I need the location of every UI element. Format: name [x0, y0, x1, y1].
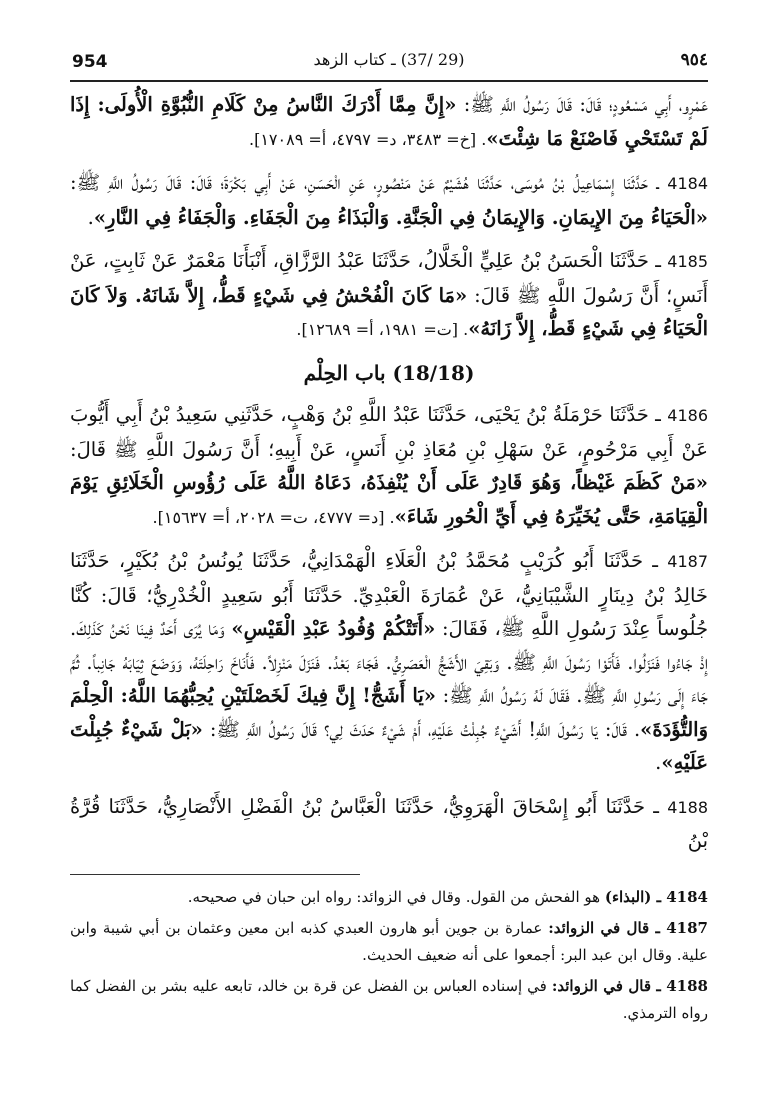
hadith-matn: «مَا كَانَ الْفُحْشُ فِي شَيْءٍ قَطُّ، إِلاَّ شَانَهُ. وَلاَ كَانَ الْحَيَاءُ فِي شَيْءٍ قَطُّ، إِلاَّ زَانَهُ» — [70, 283, 708, 340]
footnote-label: 4187 ـ قال في الزوائد: — [548, 919, 708, 937]
footnote-divider — [70, 874, 360, 875]
hadith-paragraph — [70, 398, 708, 534]
hadith-reference: . [خ= ٣٤٨٣، د= ٤٧٩٧، أ= ١٧٠٨٩]. — [249, 129, 487, 149]
hadith-number: 4184 — [667, 174, 709, 193]
hadith-isnad: ـ حَدَّثَنَا الْحَسَنُ بْنُ عَلِيٍّ الْخَلَّالُ، حَدَّثَنَا عَبْدُ الرَّزَّاقِ، أَنْبَأَنَا مَعْمَرٌ عَنْ ثَابِتٍ، عَنْ أَنَسٍ؛ أَنَّ رَسُولَ اللَّهِ ﷺ قَالَ: — [70, 249, 708, 307]
page-number-arabic: ٩٥٤ — [680, 50, 708, 70]
hadith-number: 4186 — [667, 406, 708, 425]
hadith-reference: . — [655, 751, 662, 774]
hadith-paragraph — [70, 88, 708, 156]
hadith-matn: «أَتَتْكُمْ وُفُودُ عَبْدِ الْقَيْسِ» — [231, 617, 436, 640]
footnote-label: 4184 ـ (البذاء) — [604, 888, 708, 906]
hadith-matn: «الْحَيَاءُ مِنَ الإِيمَانِ. وَالإِيمَانُ فِي الْجَنَّةِ. وَالْبَذَاءُ مِنَ الْجَفَاءِ. وَالْجَفَاءُ فِي النَّارِ» — [93, 205, 708, 229]
footnote-text: عمارة بن جوين أبو هارون العبدي كذبه ابن معين وعثمان بن أبي شيبة وابن علية. وقال ابن عبد البر: أجمعوا على أنه ضعيف الحديث. — [70, 919, 708, 964]
page-number-latin: 954 — [72, 52, 108, 72]
hadith-text: وَمَا يُرَى أَحَدٌ فِينَا نَحْنُ كَذَلِكَ. إِذْ جَاءُوا فَنَزَلُوا. فَأَتَوْا رَسُولَ اللَّهِ ﷺ. وَبَقِيَ الأَشَجُّ الْعَصَرِيُّ. فَجَاءَ بَعْدُ. فَنَزَلَ مَنْزِلاً. فَأَنَاخَ رَاحِلَتَهُ، وَوَضَعَ ثِيَابَهُ جَانِباً. ثُمَّ جَاءَ إِلَى رَسُولِ اللَّهِ ﷺ. فَقَالَ لَهُ رَسُولُ اللَّهِ ﷺ: — [70, 617, 708, 707]
hadith-isnad: ـ حَدَّثَنَا أَبُو إِسْحَاقَ الْهَرَوِيُّ، حَدَّثَنَا الْعَبَّاسُ بْنُ الْفَضْلِ الأَنْصَارِيُّ، حَدَّثَنَا قُرَّةُ بْنُ — [70, 794, 708, 852]
chapter-title: (18/18) باب الحِلْم — [303, 360, 475, 385]
hadith-reference: . [د= ٤٧٧٧، ت= ٢٠٢٨، أ= ١٥٦٣٧]. — [152, 507, 395, 527]
hadith-matn: «بَلْ شَيْءٌ جُبِلْتَ عَلَيْهِ» — [70, 717, 708, 774]
hadith-paragraph — [70, 244, 708, 347]
running-title: (29 /37) ـ كتاب الزهد — [313, 50, 465, 69]
hadith-isnad: ـ حَدَّثَنَا إِسْمَاعِيلُ بْنُ مُوسَى، حَدَّثَنَا هُشَيْمٌ عَنْ مَنْصُورٍ، عَنِ الْحَسَنِ، عَنْ أَبِي بَكْرَةَ؛ قَالَ: قَالَ رَسُولُ اللَّهِ ﷺ: — [70, 171, 659, 194]
footnote-label: 4188 ـ قال في الزوائد: — [551, 977, 708, 995]
footnote — [70, 973, 708, 1027]
hadith-isnad: عَمْرٍو، أَبِي مَسْعُودٍ؛ قَالَ: قَالَ رَسُولُ اللَّهِ ﷺ: — [456, 93, 708, 116]
footnote-text: هو الفحش من القول. وقال في الزوائد: رواه ابن حبان في صحيحه. — [187, 888, 605, 906]
main-text — [70, 88, 708, 868]
hadith-matn: «يَا أَشَجُّ! إِنَّ فِيكَ لَخَصْلَتَيْنِ يُحِبُّهُمَا اللَّهُ: الْحِلْمَ وَالتُّؤَدَةَ» — [70, 684, 708, 741]
hadith-paragraph — [70, 166, 708, 234]
footnote — [70, 884, 708, 911]
hadith-number: 4185 — [667, 252, 708, 271]
footnotes — [70, 884, 708, 1031]
hadith-paragraph — [70, 790, 708, 858]
hadith-number: 4187 — [667, 552, 708, 571]
hadith-text: . قَالَ: يَا رَسُولَ اللَّهِ! أَشَيْءٌ جُبِلْتُ عَلَيْهِ، أَمْ شَيْءٌ حَدَثَ لِي؟ قَالَ رَسُولُ اللَّهِ ﷺ: — [202, 717, 641, 741]
footnote-text: في إسناده العباس بن الفضل عن قرة بن خالد، تابعه عليه بشر بن الفضل كما رواه الترمذي. — [70, 977, 708, 1022]
hadith-paragraph — [70, 544, 708, 780]
page-header — [70, 50, 708, 82]
hadith-isnad: ـ حَدَّثَنَا حَرْمَلَةُ بْنُ يَحْيَى، حَدَّثَنَا عَبْدُ اللَّهِ بْنُ وَهْبٍ، حَدَّثَنِي سَعِيدُ بْنُ أَبِي أَيُّوبَ عَنْ أَبِي مَرْحُومٍ، عَنْ سَهْلِ بْنِ مُعَاذِ بْنِ أَنَسٍ، عَنْ أَبِيهِ؛ أَنَّ رَسُولَ اللَّهِ ﷺ قَالَ: — [70, 403, 708, 461]
hadith-isnad: ـ حَدَّثَنَا أَبُو كُرَيْبٍ مُحَمَّدُ بْنُ الْعَلَاءِ الْهَمْدَانِيُّ، حَدَّثَنَا يُونُسُ بْنُ بُكَيْرٍ، حَدَّثَنَا خَالِدُ بْنُ دِينَارٍ الشَّيْبَانِيُّ، عَنْ عُمَارَةَ الْعَبْدِيِّ. حَدَّثَنَا أَبُو سَعِيدٍ الْخُدْرِيُّ؛ قَالَ: كُنَّا جُلُوساً عِنْدَ رَسُولِ اللَّهِ ﷺ، فَقَالَ: — [70, 549, 709, 640]
hadith-number: 4188 — [667, 797, 708, 817]
hadith-matn: «إِنَّ مِمَّا أَدْرَكَ النَّاسُ مِنْ كَلَامِ النُّبُوَّةِ الْأُولَى: إِذَا لَمْ تَسْتَحْيِ فَاصْنَعْ مَا شِئْتَ» — [70, 93, 708, 150]
hadith-matn: «مَنْ كَظَمَ غَيْظاً، وَهُوَ قَادِرٌ عَلَى أَنْ يُنْفِذَهُ، دَعَاهُ اللَّهُ عَلَى رُؤُوسِ الْخَلَائِقِ يَوْمَ الْقِيَامَةِ، حَتَّى يُخَيِّرَهُ فِي أَيِّ الْحُورِ شَاءَ» — [70, 471, 708, 528]
hadith-reference: . [ت= ١٩٨١، أ= ١٢٦٨٩]. — [296, 320, 469, 339]
hadith-reference: . — [87, 205, 94, 229]
footnote — [70, 915, 708, 969]
